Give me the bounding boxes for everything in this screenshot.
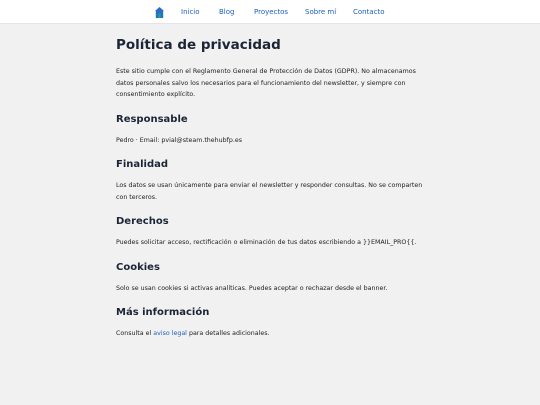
section-text-finalidad: Los datos se usan únicamente para enviar el newsletter y responder consultas. No se comparten con terceros. (116, 182, 423, 201)
section-heading-finalidad: Finalidad (116, 159, 169, 170)
main-content (116, 36, 434, 352)
section-heading-derechos: Derechos (116, 216, 169, 227)
section-heading-responsable: Responsable (116, 113, 188, 125)
top-navigation (0, 0, 540, 24)
intro-paragraph: Este sitio cumple con el Reglamento General de Protección de Datos (GDPR). No almacenamos datos personales salvo los necesarios para el funcionamiento del newsletter, y siempre con consentimiento explícito. (116, 68, 416, 98)
section-text-responsable: Pedro · Email: pvial@steam.thehubfp.es (116, 136, 243, 144)
section-heading-cookies: Cookies (116, 261, 160, 273)
aviso-legal-link[interactable]: aviso legal (153, 330, 187, 337)
nav-link-sobre-mi[interactable]: Sobre mí (305, 8, 337, 16)
nav-link-contacto[interactable]: Contacto (353, 8, 385, 16)
nav-link-proyectos[interactable]: Proyectos (254, 8, 289, 16)
section-text-mas-informacion (116, 328, 434, 340)
text-before-link: Consulta el (116, 330, 152, 337)
house-icon[interactable] (155, 7, 164, 18)
section-text-derechos: Puedes solicitar acceso, rectificación o eliminación de tus datos escribiendo a }}EMAIL_PRO{{. (116, 239, 417, 246)
text-after-link: para detalles adicionales. (188, 330, 270, 337)
section-text-cookies: Solo se usan cookies si activas analíticas. Puedes aceptar o rechazar desde el banner. (116, 284, 388, 292)
page-title: Política de privacidad (116, 37, 281, 53)
section-heading-mas-informacion: Más información (116, 307, 210, 318)
nav-link-blog[interactable]: Blog (219, 8, 235, 16)
nav-link-inicio[interactable]: Inicio (181, 8, 200, 16)
